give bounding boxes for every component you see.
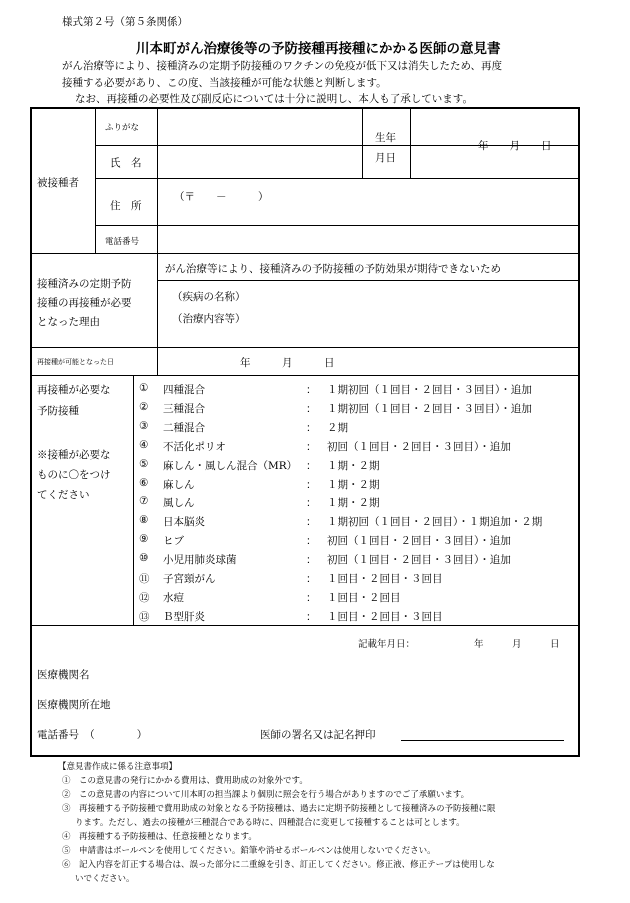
col-line-vaccines <box>133 375 134 625</box>
vaccine-colon: ： <box>306 460 317 472</box>
vaccines-note-line-3: てください <box>37 489 90 501</box>
document-title: 川本町がん治療後等の予防接種再接種にかかる医師の意見書 <box>136 41 501 57</box>
signature-line[interactable] <box>401 727 564 741</box>
vaccine-detail[interactable]: １回目・２回目・３回目 <box>327 611 443 623</box>
treatment-label: （治療内容等） <box>172 313 246 325</box>
vaccine-name: Ｂ型肝炎 <box>163 611 205 623</box>
vaccine-detail[interactable]: 初回（１回目・２回目・３回目）・追加 <box>327 441 511 453</box>
vaccine-detail[interactable]: 初回（１回目・２回目・３回目）・追加 <box>327 535 511 547</box>
vaccine-detail[interactable]: １期初回（１回目・２回目）・１期追加・２期 <box>327 516 543 528</box>
vaccine-name: 風しん <box>163 497 195 509</box>
note-item: ⑥ 記入内容を訂正する場合は、誤った部分に二重線を引き、訂正してください。修正液、修正テープは使用しな <box>62 860 495 870</box>
vaccine-detail[interactable]: １期初回（１回目・２回目・３回目）・追加 <box>327 384 532 396</box>
note-item-continued: ります。ただし、過去の接種が三種混合である時に、四種混合に変更して接種することは可とします。 <box>75 818 465 828</box>
note-item: ⑤ 申請書はボールペンを使用してください。鉛筆や消せるボールペンは使用しないでください。 <box>62 846 436 856</box>
birth-date-field[interactable]: 年 月 日 <box>478 140 552 152</box>
col-line-recipient-value <box>157 107 158 253</box>
recipient-section-label: 被接種者 <box>37 177 79 189</box>
phone-label: 電話番号 <box>105 237 140 247</box>
vaccine-name: 水痘 <box>163 592 184 604</box>
vaccines-note-line-2: ものに〇をつけ <box>37 469 111 481</box>
vaccine-colon: ： <box>306 422 317 434</box>
vaccine-number: ⑤ <box>139 458 149 470</box>
col-line-birth-value <box>410 107 411 178</box>
birth-label-top: 生年 <box>375 132 396 144</box>
name-label: 氏 名 <box>110 157 142 169</box>
vaccine-colon: ： <box>306 592 317 604</box>
vaccine-detail[interactable]: １期初回（１回目・２回目・３回目）・追加 <box>327 403 532 415</box>
vaccine-colon: ： <box>306 535 317 547</box>
row-line-vaccines-end <box>30 625 580 626</box>
vaccine-number: ② <box>139 401 149 413</box>
institution-name-label: 医療機関名 <box>37 669 90 681</box>
postal-code-field[interactable]: （〒 － ） <box>174 191 269 203</box>
vaccine-number: ③ <box>139 420 149 432</box>
vaccine-detail[interactable]: 初回（１回目・２回目・３回目）・追加 <box>327 554 511 566</box>
col-line-reason <box>157 253 158 375</box>
vaccine-detail[interactable]: ２期 <box>327 422 348 434</box>
vaccine-number: ⑩ <box>139 552 149 564</box>
vaccine-number: ⑥ <box>139 477 149 489</box>
vaccine-name: 不活化ポリオ <box>163 441 226 453</box>
available-date-field[interactable]: 年 月 日 <box>240 357 335 369</box>
vaccine-colon: ： <box>306 384 317 396</box>
vaccine-number: ④ <box>139 439 149 451</box>
vaccine-colon: ： <box>306 573 317 585</box>
vaccine-colon: ： <box>306 554 317 566</box>
reason-label-line-2: 接種の再接種が必要 <box>37 297 132 309</box>
vaccine-name: 四種混合 <box>163 384 205 396</box>
address-label: 住 所 <box>110 200 142 212</box>
vaccines-label-line-2: 予防接種 <box>37 405 79 417</box>
row-line-reason-end <box>30 347 580 348</box>
vaccine-detail[interactable]: １回目・２回目 <box>327 592 401 604</box>
note-item: ② この意見書の内容について川本町の担当課より個別に照会を行う場合がありますのでご了承願います。 <box>62 790 470 800</box>
intro-line-3: なお、再接種の必要性及び副反応については十分に説明し、本人も了承しています。 <box>75 93 473 105</box>
note-item: ④ 再接種する予防接種は、任意接種となります。 <box>62 832 257 842</box>
vaccine-number: ① <box>139 382 149 394</box>
signature-label: 医師の署名又は記名押印 <box>260 729 376 741</box>
vaccines-note-line-1: ※接種が必要な <box>37 449 111 461</box>
vaccine-detail[interactable]: １期・２期 <box>327 460 380 472</box>
vaccine-number: ⑫ <box>139 592 150 604</box>
vaccine-colon: ： <box>306 441 317 453</box>
vaccine-name: 麻しん・風しん混合（MR） <box>163 460 298 472</box>
reason-statement: がん治療等により、接種済みの予防接種の予防効果が期待できないため <box>165 263 501 275</box>
physician-phone-label: 電話番号 （ ） <box>37 729 148 741</box>
vaccine-colon: ： <box>306 403 317 415</box>
vaccine-colon: ： <box>306 479 317 491</box>
note-item: ③ 再接種する予防接種で費用助成の対象となる予防接種は、過去に定期予防接種として接種済みの予防接種に限 <box>62 804 496 814</box>
furigana-label: ふりがな <box>105 123 140 133</box>
available-date-label: 再接種が可能となった日 <box>37 358 114 366</box>
vaccine-name: 三種混合 <box>163 403 205 415</box>
vaccine-name: ヒブ <box>163 535 184 547</box>
form-number: 様式第２号（第５条関係） <box>62 16 188 28</box>
vaccine-number: ⑪ <box>139 573 150 585</box>
institution-address-label: 医療機関所在地 <box>37 699 111 711</box>
vaccine-number: ⑦ <box>139 495 149 507</box>
intro-line-2: 接種する必要があり、この度、当該接種が可能な状態と判断します。 <box>62 77 387 89</box>
row-line-reason-statement <box>157 280 580 281</box>
vaccine-name: 子宮頸がん <box>163 573 216 585</box>
reason-label-line-3: となった理由 <box>37 316 100 328</box>
record-date-label: 記載年月日： <box>358 639 416 650</box>
col-line-recipient-label <box>95 107 96 253</box>
vaccine-colon: ： <box>306 497 317 509</box>
vaccine-name: 小児用肺炎球菌 <box>163 554 237 566</box>
vaccine-number: ⑬ <box>139 611 150 623</box>
vaccine-number: ⑧ <box>139 514 149 526</box>
row-line-address <box>95 225 580 226</box>
note-item: ① この意見書の発行にかかる費用は、費用助成の対象外です。 <box>62 776 308 786</box>
record-date-field[interactable]: 年 月 日 <box>474 639 560 650</box>
vaccine-colon: ： <box>306 611 317 623</box>
intro-line-1: がん治療等により、接種済みの定期予防接種のワクチンの免疫が低下又は消失したため、再度 <box>62 60 503 72</box>
disease-name-label: （疾病の名称） <box>172 291 246 303</box>
col-line-birth-label <box>362 107 363 178</box>
vaccine-name: 麻しん <box>163 479 195 491</box>
birth-label-bottom: 月日 <box>375 152 396 164</box>
notes-heading: 【意見書作成に係る注意事項】 <box>58 762 178 772</box>
vaccine-detail[interactable]: １期・２期 <box>327 479 380 491</box>
row-line-name <box>95 178 580 179</box>
vaccine-name: 二種混合 <box>163 422 205 434</box>
vaccine-detail[interactable]: １回目・２回目・３回目 <box>327 573 443 585</box>
vaccines-label-line-1: 再接種が必要な <box>37 384 111 396</box>
reason-label-line-1: 接種済みの定期予防 <box>37 278 132 290</box>
row-line-recipient-end <box>30 253 580 254</box>
row-line-date-end <box>30 375 580 376</box>
vaccine-name: 日本脳炎 <box>163 516 205 528</box>
note-item-continued: いでください。 <box>75 874 135 884</box>
vaccine-number: ⑨ <box>139 533 149 545</box>
vaccine-colon: ： <box>306 516 317 528</box>
vaccine-detail[interactable]: １期・２期 <box>327 497 380 509</box>
